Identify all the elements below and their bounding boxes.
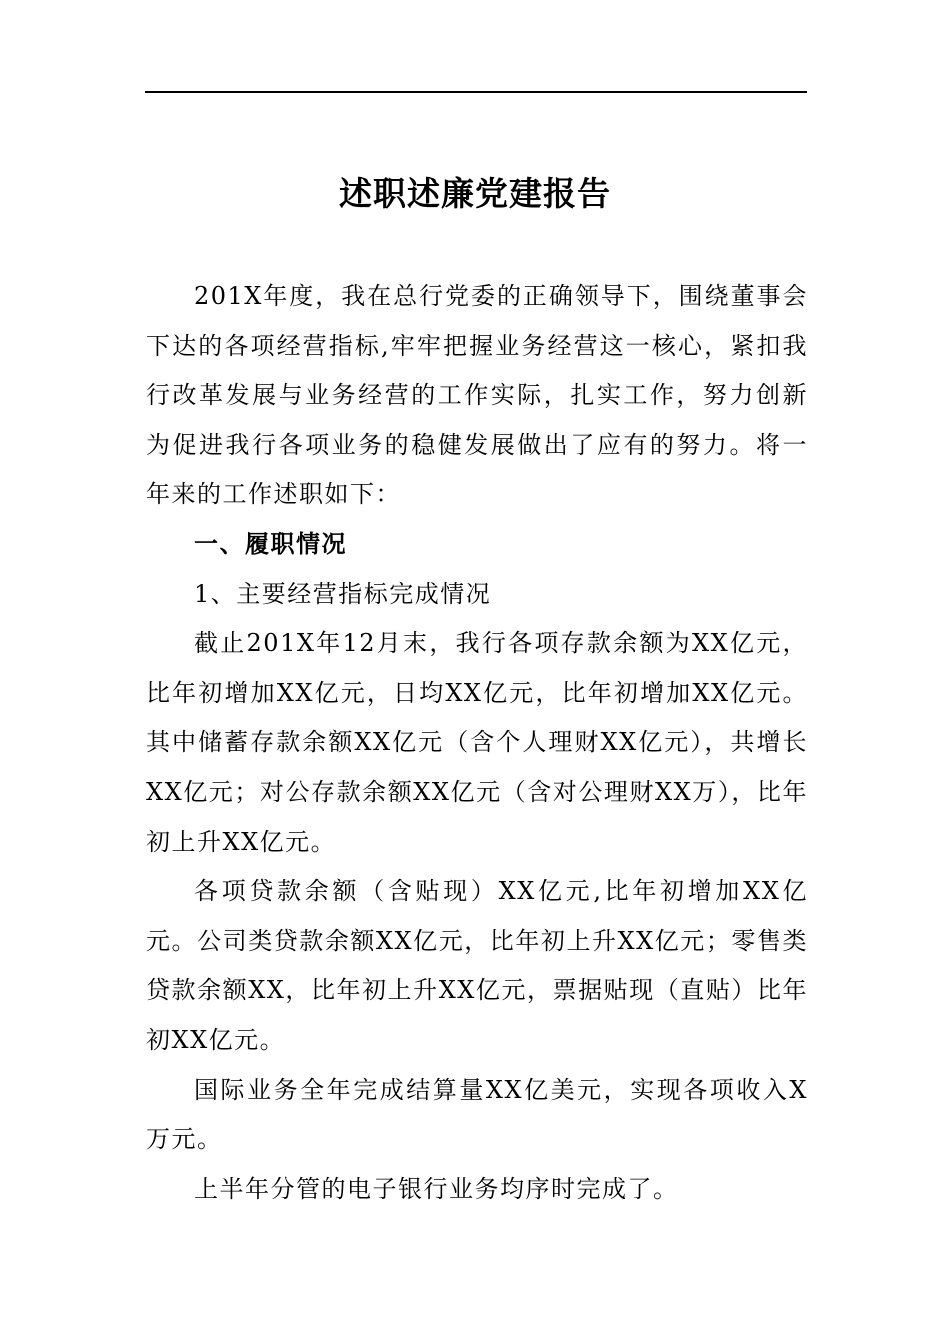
document-title: 述职述廉党建报告 bbox=[339, 174, 611, 213]
paragraph-loans: 各项贷款余额（含贴现）XX亿元,比年初增加XX亿元。公司类贷款余额XX亿元，比年初上升XX亿元；零售类贷款余额XX，比年初上升XX亿元，票据贴现（直贴）比年初XX亿元。 bbox=[146, 877, 808, 1054]
subsection-heading: 1、主要经营指标完成情况 bbox=[194, 579, 492, 608]
document-body bbox=[146, 272, 808, 1214]
paragraph-international: 国际业务全年完成结算量XX亿美元，实现各项收入X万元。 bbox=[146, 1075, 808, 1154]
section-heading: 一、履职情况 bbox=[194, 529, 347, 558]
paragraph-intro: 201X年度，我在总行党委的正确领导下，围绕董事会下达的各项经营指标,牢牢把握业务经营这一核心，紧扣我行改革发展与业务经营的工作实际，扎实工作，努力创新为促进我行各项业务的稳健发展做出了应有的努力。将一年来的工作述职如下： bbox=[146, 282, 808, 509]
header-rule bbox=[145, 91, 807, 93]
paragraph-deposits: 截止201X年12月末，我行各项存款余额为XX亿元，比年初增加XX亿元，日均XX亿元，比年初增加XX亿元。其中储蓄存款余额XX亿元（含个人理财XX亿元），共增长XX亿元；对公存款余额XX亿元（含对公理财XX万），比年初上升XX亿元。 bbox=[146, 629, 808, 856]
paragraph-ebanking: 上半年分管的电子银行业务均序时完成了。 bbox=[194, 1174, 679, 1203]
